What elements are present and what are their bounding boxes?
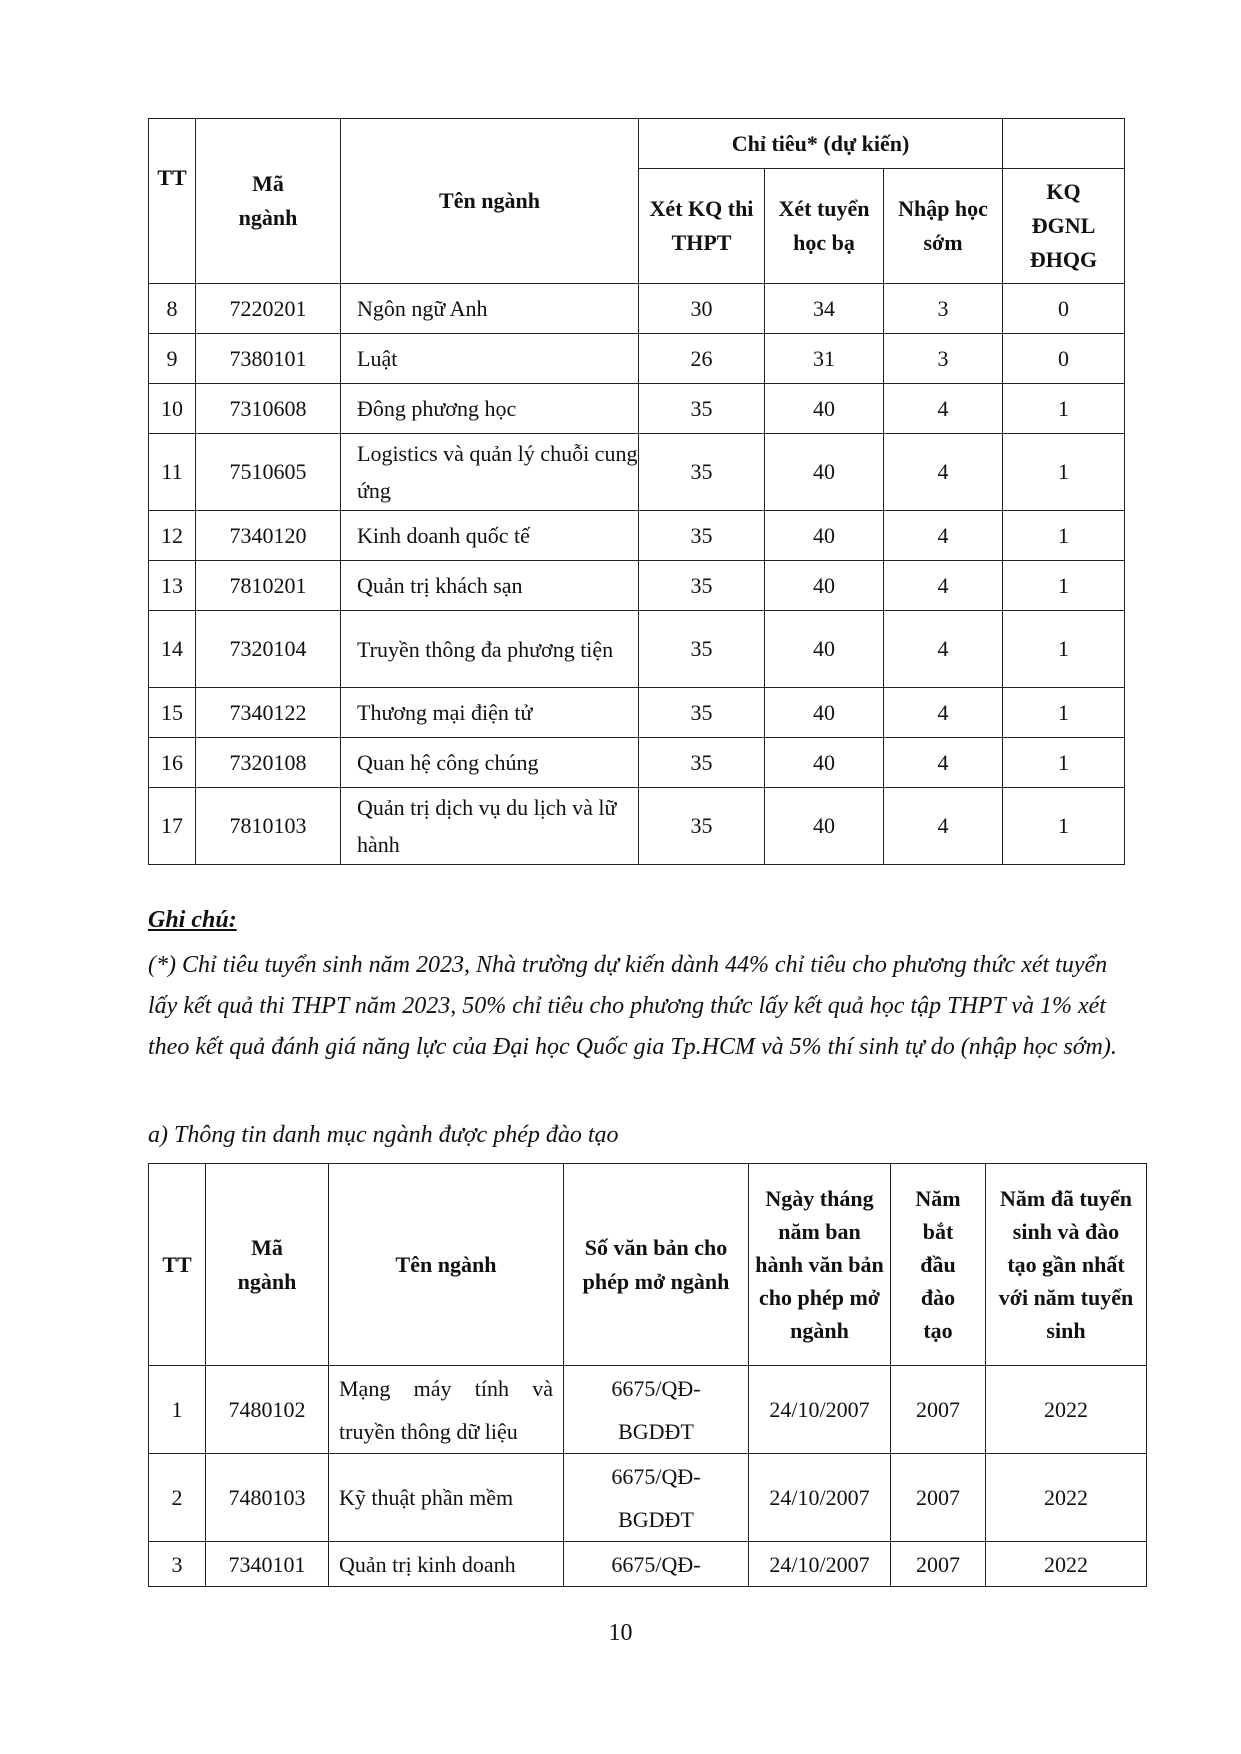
cell-nhap-hoc-som: 4 (884, 738, 1003, 788)
approved-programs-table (148, 1163, 1147, 1587)
cell-xet-hoc-ba: 34 (765, 284, 884, 334)
header-nam-tuyen-sinh: Năm đã tuyển sinh và đào tạo gần nhất với năm tuyển sinh (986, 1164, 1147, 1366)
cell-xet-kq-thi: 35 (639, 511, 765, 561)
cell-nam-tuyen-sinh: 2022 (986, 1454, 1147, 1542)
cell-nhap-hoc-som: 4 (884, 611, 1003, 688)
cell-xet-hoc-ba: 40 (765, 561, 884, 611)
cell-xet-hoc-ba: 40 (765, 611, 884, 688)
page-number: 10 (608, 1620, 633, 1646)
cell-ma-nganh: 7320104 (196, 611, 341, 688)
table-row (149, 434, 1125, 511)
cell-xet-hoc-ba: 31 (765, 334, 884, 384)
cell-xet-kq-thi: 26 (639, 334, 765, 384)
cell-kq-dgnl: 1 (1003, 611, 1125, 688)
cell-ten-nganh: Kỹ thuật phần mềm (329, 1454, 564, 1542)
cell-nhap-hoc-som: 3 (884, 334, 1003, 384)
cell-ngay-ban-hanh: 24/10/2007 (749, 1454, 891, 1542)
cell-ten-nganh: Đông phương học (341, 384, 639, 434)
cell-ten-nganh: Quản trị khách sạn (341, 561, 639, 611)
cell-nam-tuyen-sinh: 2022 (986, 1366, 1147, 1454)
cell-nam-bat-dau: 2007 (891, 1454, 986, 1542)
cell-ngay-ban-hanh: 24/10/2007 (749, 1542, 891, 1587)
cell-ma-nganh: 7220201 (196, 284, 341, 334)
cell-tt: 3 (149, 1542, 206, 1587)
cell-ma-nganh: 7480102 (206, 1366, 329, 1454)
header-ma-nganh: Mã ngành (206, 1164, 329, 1366)
table-row (149, 334, 1125, 384)
table-row (149, 511, 1125, 561)
table-row (149, 561, 1125, 611)
cell-ma-nganh: 7340120 (196, 511, 341, 561)
header-kq-dgnl: KQ ĐGNL ĐHQG (1003, 169, 1125, 284)
table-row (149, 738, 1125, 788)
cell-nhap-hoc-som: 4 (884, 688, 1003, 738)
cell-ngay-ban-hanh: 24/10/2007 (749, 1366, 891, 1454)
cell-xet-kq-thi: 35 (639, 561, 765, 611)
table-row (149, 1366, 1147, 1454)
cell-tt: 15 (149, 688, 196, 738)
cell-tt: 2 (149, 1454, 206, 1542)
header-so-van-ban: Số văn bản cho phép mở ngành (564, 1164, 749, 1366)
cell-ma-nganh: 7340101 (206, 1542, 329, 1587)
cell-ma-nganh: 7340122 (196, 688, 341, 738)
cell-ten-nganh: Quan hệ công chúng (341, 738, 639, 788)
cell-xet-hoc-ba: 40 (765, 688, 884, 738)
header-ten-nganh: Tên ngành (329, 1164, 564, 1366)
cell-so-van-ban: 6675/QĐ-BGDĐT (564, 1454, 749, 1542)
table-row (149, 611, 1125, 688)
cell-nam-bat-dau: 2007 (891, 1542, 986, 1587)
header-chi-tieu: Chỉ tiêu* (dự kiến) (639, 119, 1003, 169)
table-row (149, 688, 1125, 738)
admission-quota-table (148, 118, 1125, 865)
cell-tt: 13 (149, 561, 196, 611)
section-a-heading: a) Thông tin danh mục ngành được phép đào tạo (148, 1122, 619, 1148)
cell-tt: 12 (149, 511, 196, 561)
note-body: (*) Chỉ tiêu tuyển sinh năm 2023, Nhà trường dự kiến dành 44% chỉ tiêu cho phương thức xét tuyển lấy kết quả thi THPT năm 2023, 50% chỉ tiêu cho phương thức lấy kết quả học tập THPT và 1% xét theo kết quả đánh giá năng lực của Đại học Quốc gia Tp.HCM và 5% thí sinh tự do (nhập học sớm). (148, 952, 1117, 1060)
header-empty-cell (1003, 119, 1125, 169)
cell-xet-hoc-ba: 40 (765, 738, 884, 788)
cell-ten-nganh: Quản trị dịch vụ du lịch và lữ hành (341, 788, 639, 865)
header-tt: TT (149, 119, 196, 284)
cell-kq-dgnl: 1 (1003, 384, 1125, 434)
cell-ten-nganh: Thương mại điện tử (341, 688, 639, 738)
cell-xet-kq-thi: 35 (639, 688, 765, 738)
cell-xet-kq-thi: 35 (639, 738, 765, 788)
cell-tt: 14 (149, 611, 196, 688)
cell-tt: 9 (149, 334, 196, 384)
cell-nhap-hoc-som: 4 (884, 434, 1003, 511)
cell-xet-hoc-ba: 40 (765, 434, 884, 511)
cell-tt: 16 (149, 738, 196, 788)
header-ten-nganh: Tên ngành (341, 119, 639, 284)
cell-ten-nganh: Truyền thông đa phương tiện (341, 611, 639, 688)
header-ma-nganh: Mã ngành (196, 119, 341, 284)
cell-xet-kq-thi: 35 (639, 434, 765, 511)
cell-nhap-hoc-som: 4 (884, 384, 1003, 434)
cell-nhap-hoc-som: 3 (884, 284, 1003, 334)
cell-xet-kq-thi: 35 (639, 788, 765, 865)
table-row (149, 1454, 1147, 1542)
cell-ma-nganh: 7310608 (196, 384, 341, 434)
cell-xet-kq-thi: 30 (639, 284, 765, 334)
table-row (149, 1542, 1147, 1587)
cell-ten-nganh: Ngôn ngữ Anh (341, 284, 639, 334)
table-row (149, 284, 1125, 334)
cell-xet-kq-thi: 35 (639, 611, 765, 688)
cell-ma-nganh: 7480103 (206, 1454, 329, 1542)
cell-xet-hoc-ba: 40 (765, 788, 884, 865)
cell-nam-tuyen-sinh: 2022 (986, 1542, 1147, 1587)
cell-kq-dgnl: 1 (1003, 738, 1125, 788)
cell-tt: 17 (149, 788, 196, 865)
cell-ma-nganh: 7810201 (196, 561, 341, 611)
table-row (149, 788, 1125, 865)
cell-so-van-ban: 6675/QĐ-BGDĐT (564, 1366, 749, 1454)
cell-ten-nganh: Mạng máy tính và truyền thông dữ liệu (329, 1366, 564, 1454)
cell-kq-dgnl: 1 (1003, 561, 1125, 611)
cell-ten-nganh: Logistics và quản lý chuỗi cung ứng (341, 434, 639, 511)
header-tt: TT (149, 1164, 206, 1366)
cell-xet-hoc-ba: 40 (765, 511, 884, 561)
cell-tt: 10 (149, 384, 196, 434)
cell-nam-bat-dau: 2007 (891, 1366, 986, 1454)
cell-tt: 1 (149, 1366, 206, 1454)
cell-nhap-hoc-som: 4 (884, 788, 1003, 865)
cell-nhap-hoc-som: 4 (884, 511, 1003, 561)
header-xet-tuyen-hoc-ba: Xét tuyển học bạ (765, 169, 884, 284)
cell-xet-hoc-ba: 40 (765, 384, 884, 434)
cell-ma-nganh: 7510605 (196, 434, 341, 511)
note-title: Ghi chú: (148, 907, 237, 933)
cell-kq-dgnl: 1 (1003, 788, 1125, 865)
header-xet-kq-thi: Xét KQ thi THPT (639, 169, 765, 284)
header-nhap-hoc-som: Nhập học sớm (884, 169, 1003, 284)
cell-ten-nganh: Luật (341, 334, 639, 384)
cell-xet-kq-thi: 35 (639, 384, 765, 434)
cell-kq-dgnl: 1 (1003, 688, 1125, 738)
cell-kq-dgnl: 0 (1003, 284, 1125, 334)
header-nam-bat-dau: Năm bắt đầu đào tạo (891, 1164, 986, 1366)
cell-tt: 8 (149, 284, 196, 334)
cell-tt: 11 (149, 434, 196, 511)
cell-kq-dgnl: 0 (1003, 334, 1125, 384)
cell-ten-nganh: Quản trị kinh doanh (329, 1542, 564, 1587)
cell-kq-dgnl: 1 (1003, 511, 1125, 561)
cell-ma-nganh: 7810103 (196, 788, 341, 865)
cell-ma-nganh: 7320108 (196, 738, 341, 788)
cell-so-van-ban: 6675/QĐ- (564, 1542, 749, 1587)
header-ngay-ban-hanh: Ngày tháng năm ban hành văn bản cho phép mở ngành (749, 1164, 891, 1366)
cell-ten-nganh: Kinh doanh quốc tế (341, 511, 639, 561)
cell-nhap-hoc-som: 4 (884, 561, 1003, 611)
table-row (149, 384, 1125, 434)
cell-ma-nganh: 7380101 (196, 334, 341, 384)
cell-kq-dgnl: 1 (1003, 434, 1125, 511)
